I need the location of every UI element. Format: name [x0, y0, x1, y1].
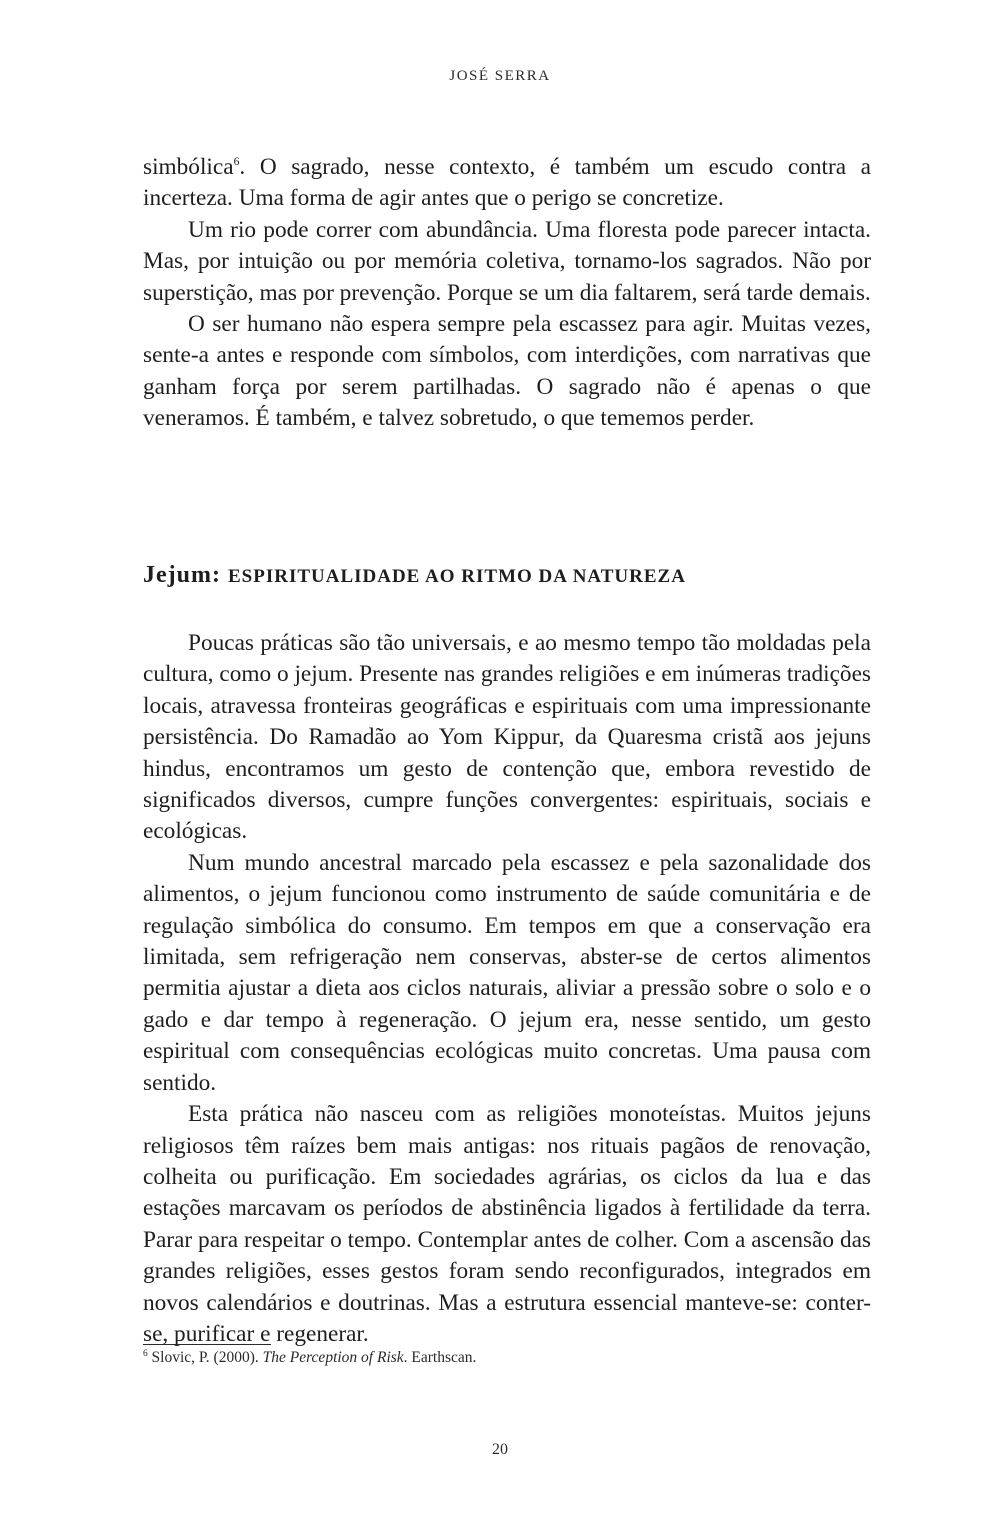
paragraph-text: . O sagrado, nesse contexto, é também um escudo contra a incerteza. Uma forma de agir antes que o perigo se concretize. — [143, 154, 871, 212]
section-heading-rest: ESPIRITUALIDADE AO RITMO DA NATUREZA — [227, 566, 686, 587]
footnote — [143, 1348, 871, 1368]
body-text-continuation — [143, 152, 871, 435]
footnote-divider — [143, 1344, 271, 1345]
paragraph — [143, 152, 871, 215]
section-heading — [143, 562, 871, 589]
paragraph: Um rio pode correr com abundância. Uma floresta pode parecer intacta. Mas, por intuição ou por memória coletiva, tornamo-los sagrados. Não por superstição, mas por prevenção. Porque se um dia faltarem, será tarde demais. — [143, 216, 871, 306]
paragraph: Num mundo ancestral marcado pela escassez e pela sazonalidade dos alimentos, o jejum funcionou como instrumento de saúde comunitária e de regulação simbólica do consumo. Em tempos em que a conservação era limitada, sem refrigeração nem conservas, abster-se de certos alimentos permitia ajustar a dieta aos ciclos naturais, aliviar a pressão sobre o solo e o gado e dar tempo à regeneração. O jejum era, nesse sentido, um gesto espiritual com consequências ecológicas muito concretas. Uma pausa com sentido. — [143, 849, 871, 1096]
paragraph-text: simbólica — [143, 154, 234, 180]
footnote-author: Slovic, P. (2000). — [147, 1349, 263, 1366]
section-body — [143, 628, 871, 1350]
page-number: 20 — [492, 1441, 508, 1458]
footnote-title: The Perception of Risk — [262, 1349, 404, 1366]
paragraph: Esta prática não nasceu com as religiões monoteístas. Muitos jejuns religiosos têm raízes bem mais antigas: nos rituais pagãos de renovação, colheita ou purificação. Em sociedades agrárias, os ciclos da lua e das estações marcavam os períodos de abstinência ligados à fertilidade da terra. Parar para respeitar o tempo. Contemplar antes de colher. Com a ascensão das grandes religiões, esses gestos foram sendo reconfigurados, integrados em novos calendários e doutrinas. Mas a estrutura essencial manteve-se: conter-se, purificar e regenerar. — [143, 1101, 871, 1347]
footnote-marker: 6 — [143, 1348, 148, 1359]
footnote-publisher: . Earthscan. — [403, 1349, 477, 1366]
paragraph: Poucas práticas são tão universais, e ao mesmo tempo tão moldadas pela cultura, como o jejum. Presente nas grandes religiões e em inúmeras tradições locais, atravessa fronteiras geográficas e espirituais com uma impressionante persistência. Do Ramadão ao Yom Kippur, da Quaresma cristã aos jejuns hindus, encontramos um gesto de contenção que, embora revestido de significados diversos, cumpre funções convergentes: espirituais, sociais e ecológicas. — [143, 630, 871, 845]
running-head: JOSÉ SERRA — [449, 68, 551, 84]
footnote-reference[interactable]: 6 — [233, 155, 240, 169]
paragraph: O ser humano não espera sempre pela escassez para agir. Muitas vezes, sente-a antes e responde com símbolos, com interdições, com narrativas que ganham força por serem partilhadas. O sagrado não é apenas o que veneramos. É também, e talvez sobretudo, o que tememos perder. — [143, 311, 871, 432]
section-heading-lead: Jejum: — [143, 562, 221, 588]
